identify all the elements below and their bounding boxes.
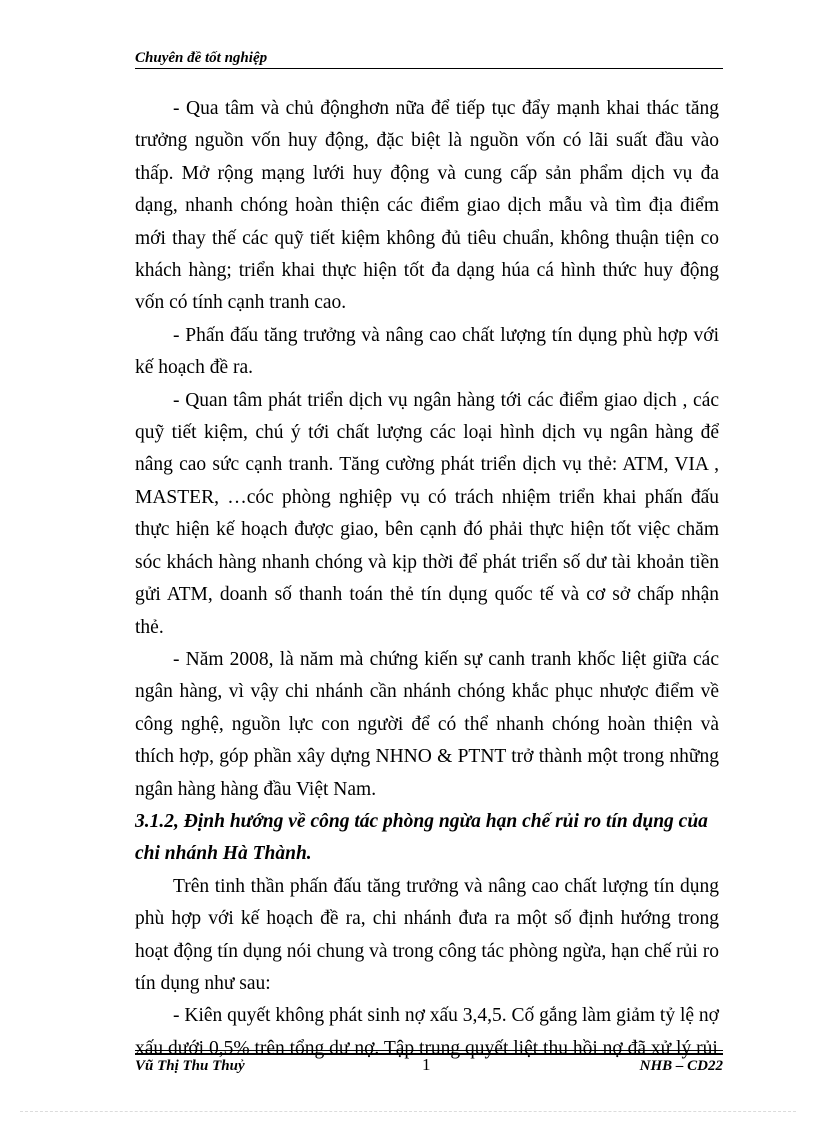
paragraph: - Qua tâm và chủ độnghơn nữa để tiếp tục đẩy mạnh khai thác tăng trưởng nguồn vốn huy động, đặc biệt là nguồn vốn có lãi suất đầu vào thấp. Mở rộng mạng lưới huy động và cung cấp sản phẩm dịch vụ đa dạng, nhanh chóng hoàn thiện các điểm giao dịch mẫu và tìm địa điểm mới thay thế các quỹ tiết kiệm không đủ tiêu chuẩn, không thuận tiện co khách hàng; triển khai thực hiện tốt đa dạng húa cá hình thức huy động vốn có tính cạnh tranh cao. [135,98,719,314]
document-title: Chuyên đề tốt nghiệp [135,50,268,66]
footer-class-code: NHB – CD22 [639,1058,723,1074]
header-divider [135,68,723,69]
paragraph: - Năm 2008, là năm mà chứng kiến sự canh tranh khốc liệt giữa các ngân hàng, vì vậy chi nhánh cần nhánh chóng khắc phục nhược điểm về công nghệ, nguồn lực con người để có thể nhanh chóng hoàn thiện và thích hợp, góp phần xây dựng NHNO & PTNT trở thành một trong những ngân hàng hàng đầu Việt Nam. [135,648,719,800]
footer-divider [135,1050,723,1051]
paragraph: Trên tinh thần phấn đấu tăng trưởng và nâng cao chất lượng tín dụng phù hợp với kế hoạch đề ra, chi nhánh đưa ra một số định hướng trong hoạt động tín dụng nói chung và trong công tác phòng ngừa, hạn chế rủi ro tín dụng như sau: [135,875,719,994]
page-header [135,48,723,70]
page-boundary [20,1111,796,1112]
page-footer [135,1050,723,1080]
page-number: 1 [422,1055,431,1074]
paragraph: - Phấn đấu tăng trưởng và nâng cao chất lượng tín dụng phù hợp với kế hoạch đề ra. [135,324,719,379]
paragraph: - Kiên quyết không phát sinh nợ xấu 3,4,5. Cố gắng làm giảm tỷ lệ nợ xấu dưới 0,5% trên tổng dư nợ. Tập trung quyết liệt thu hồi nợ đã xử lý rủi [135,1005,719,1059]
page-body [135,93,719,1065]
paragraph: - Quan tâm phát triển dịch vụ ngân hàng tới các điểm giao dịch , các quỹ tiết kiệm, chú ý tới chất lượng các loại hình dịch vụ ngân hàng để nâng cao sức cạnh tranh. Tăng cường phát triển dịch vụ thẻ: ATM, VIA , MASTER, …cóc phòng nghiệp vụ có trách nhiệm triển khai phấn đấu thực hiện kế hoạch được giao, bên cạnh đó phải thực hiện tốt việc chăm sóc khách hàng nhanh chóng và kịp thời để phát triển số dư tài khoản tiền gửi ATM, doanh số thanh toán thẻ tín dụng quốc tế và cơ sở chấp nhận thẻ. [135,389,719,638]
footer-author: Vũ Thị Thu Thuỷ [135,1058,245,1074]
section-heading: 3.1.2, Định hướng về công tác phòng ngừa hạn chế rủi ro tín dụng của chi nhánh Hà Thành. [135,810,708,865]
